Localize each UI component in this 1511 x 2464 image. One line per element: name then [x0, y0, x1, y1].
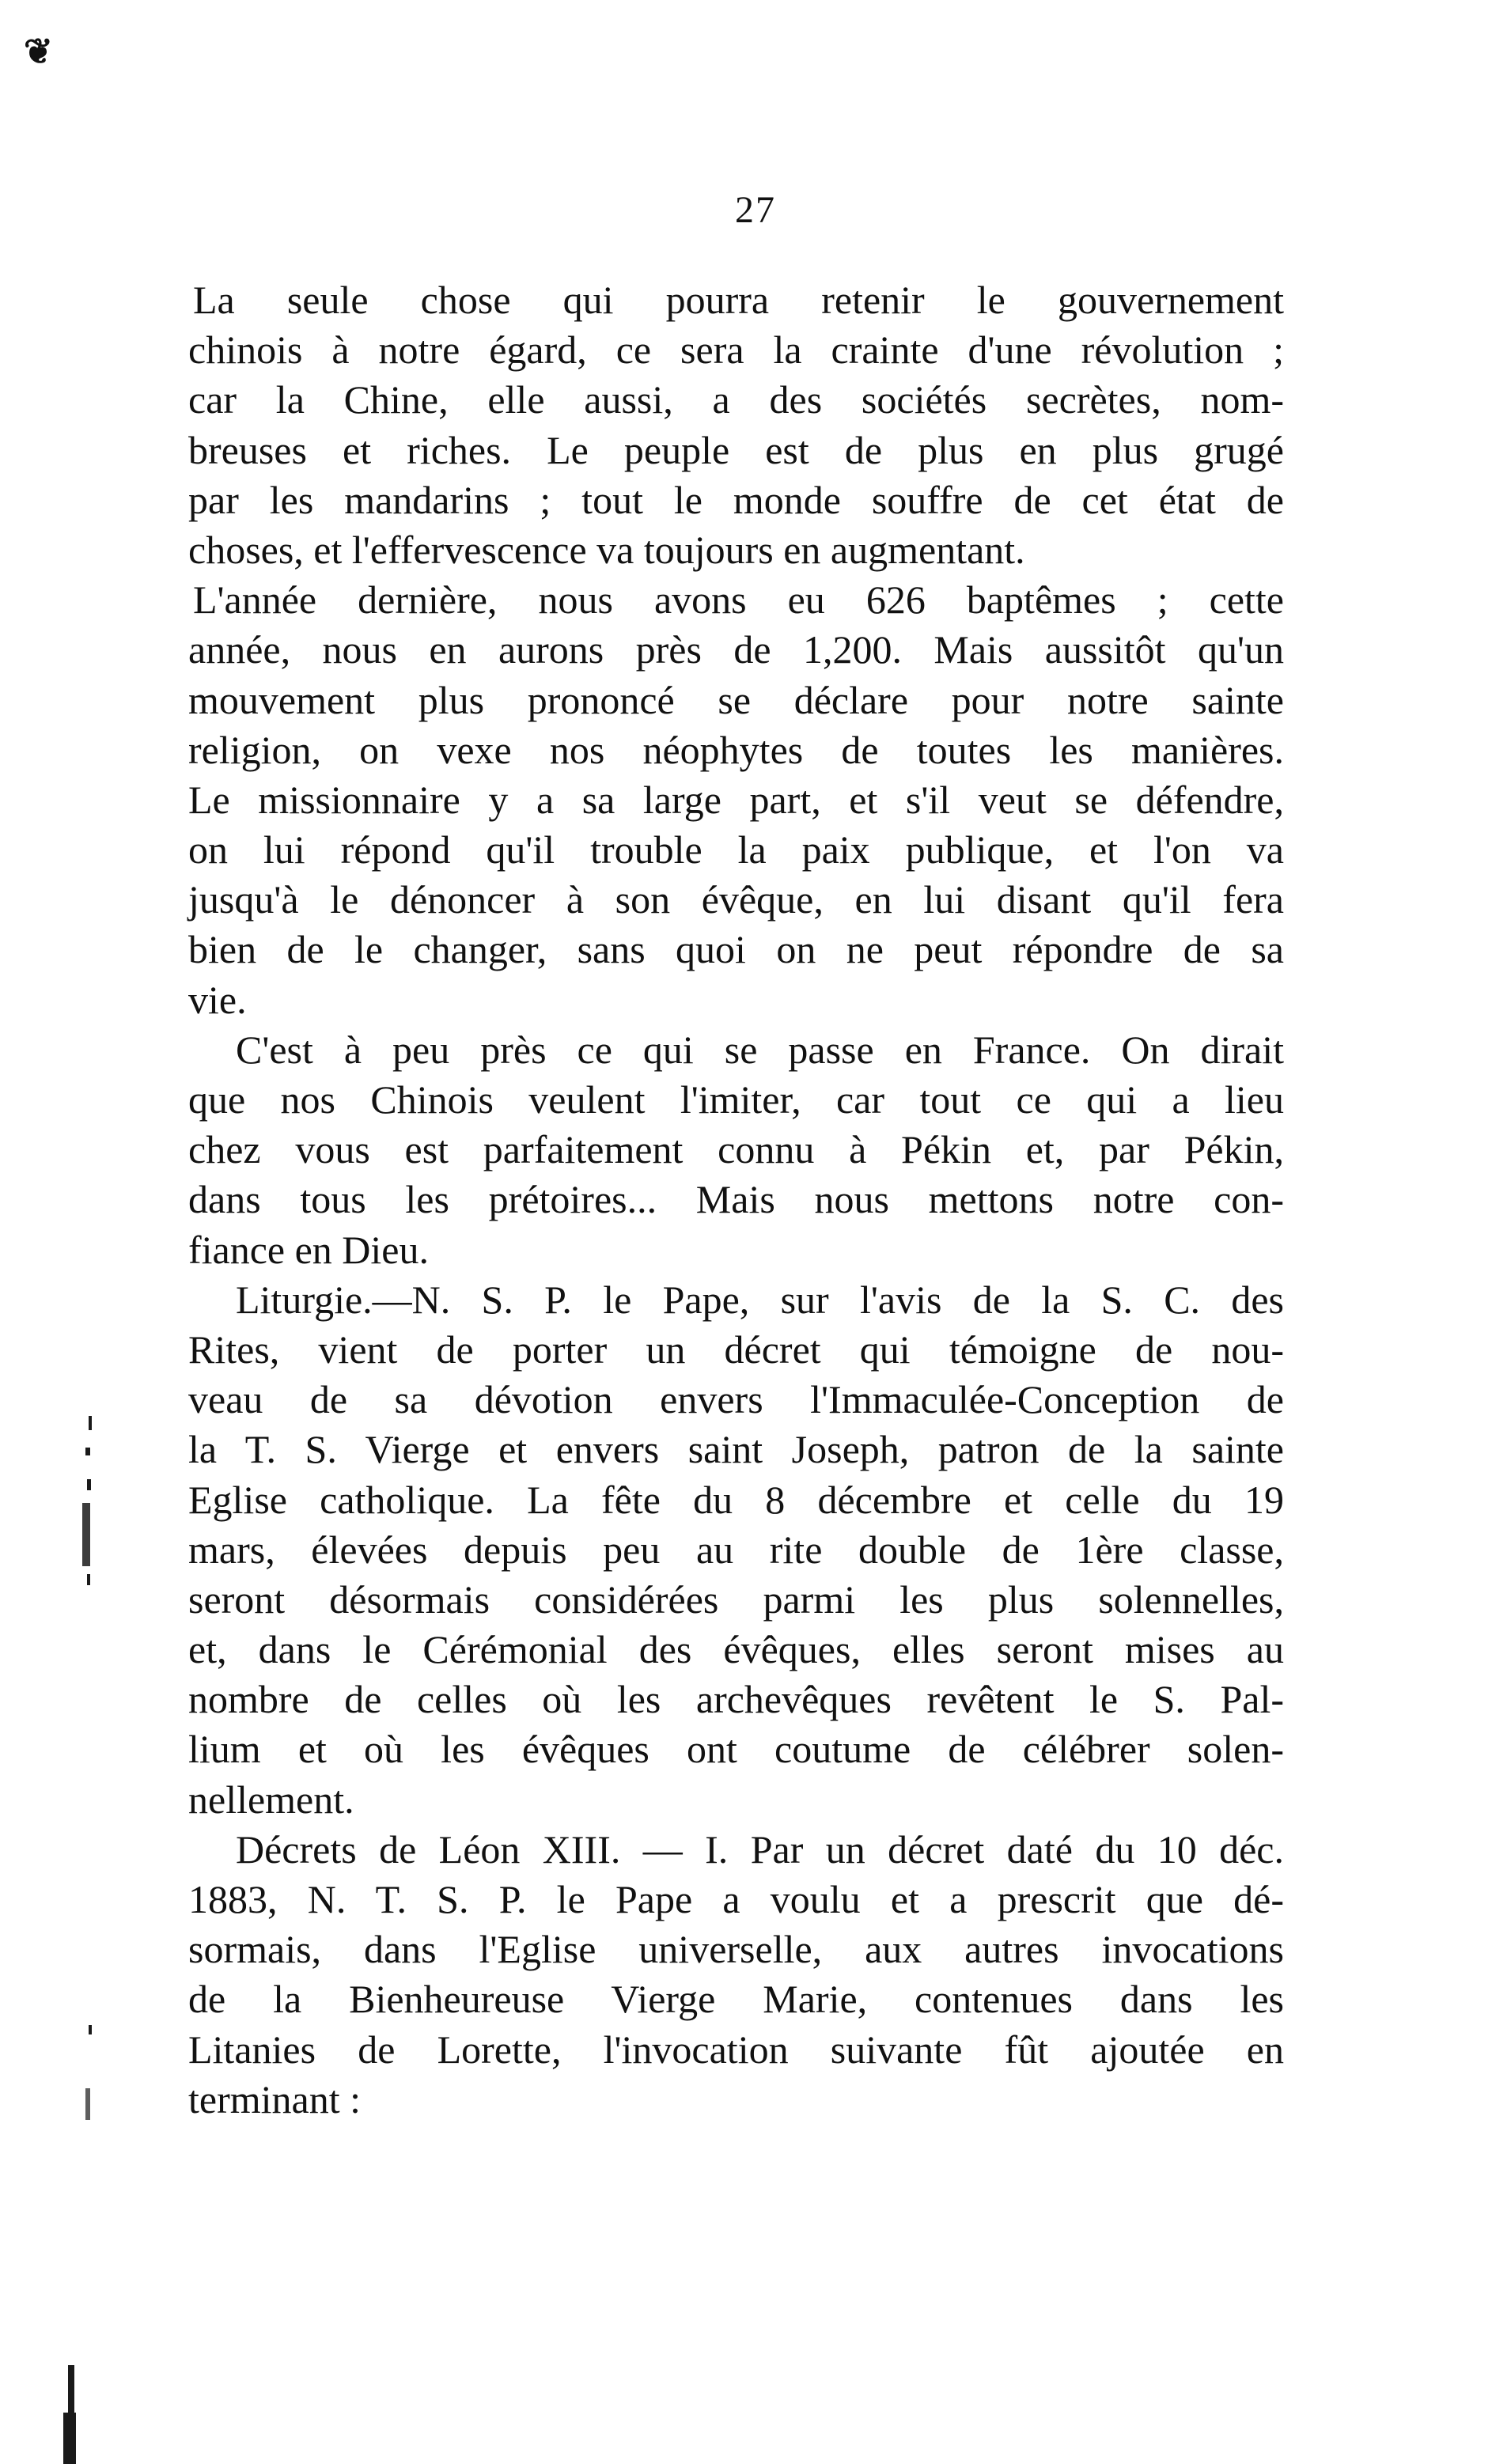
text-line: par les mandarins ; tout le monde souffre de cet état de [188, 477, 1284, 522]
text-line: lium et où les évêques ont coutume de célébrer solen- [188, 1727, 1284, 1772]
text-line: Liturgie.—N. S. P. le Pape, sur l'avis de la S. C. des [236, 1277, 1284, 1322]
text-line: et, dans le Cérémonial des évêques, elles seront mises au [188, 1627, 1284, 1672]
text-line: jusqu'à le dénoncer à son évêque, en lui disant qu'il fera [188, 877, 1284, 922]
page-number: 27 [735, 189, 776, 231]
text-line: que nos Chinois veulent l'imiter, car tout ce qui a lieu [188, 1077, 1284, 1122]
scan-margin-mark [85, 2088, 90, 2120]
text-line: nombre de celles où les archevêques revêtent le S. Pal- [188, 1677, 1284, 1722]
text-line: Rites, vient de porter un décret qui témoigne de nou- [188, 1327, 1284, 1372]
text-line: bien de le changer, sans quoi on ne peut répondre de sa [188, 927, 1284, 972]
text-line: choses, et l'effervescence va toujours en augmentant. [188, 527, 1025, 572]
scan-margin-mark [85, 1448, 90, 1455]
text-line: vie. [188, 977, 247, 1022]
text-line: Litanies de Lorette, l'invocation suivante fût ajoutée en [188, 2027, 1284, 2072]
scan-margin-mark [63, 2413, 76, 2464]
text-line: C'est à peu près ce qui se passe en France. On dirait [236, 1027, 1284, 1072]
text-line: Décrets de Léon XIII. — I. Par un décret daté du 10 déc. [236, 1826, 1284, 1872]
scan-corner-mark: ❦ [24, 32, 53, 71]
text-line: mars, élevées depuis peu au rite double de 1ère classe, [188, 1527, 1284, 1572]
text-line: Le missionnaire y a sa large part, et s'il veut se défendre, [188, 777, 1284, 822]
body-text [188, 275, 1284, 2125]
text-line: fiance en Dieu. [188, 1227, 430, 1272]
scan-margin-mark [87, 1574, 90, 1585]
scan-margin-mark [89, 1416, 92, 1430]
text-line: religion, on vexe nos néophytes de toutes les manières. [188, 727, 1284, 772]
text-line: sormais, dans l'Eglise universelle, aux autres invocations [188, 1927, 1284, 1972]
text-line: car la Chine, elle aussi, a des sociétés secrètes, nom- [188, 377, 1284, 422]
text-line: année, nous en aurons près de 1,200. Mais aussitôt qu'un [188, 627, 1284, 672]
text-line: de la Bienheureuse Vierge Marie, contenues dans les [188, 1977, 1284, 2022]
text-line: chez vous est parfaitement connu à Pékin et, par Pékin, [188, 1127, 1284, 1172]
text-line: Eglise catholique. La fête du 8 décembre et celle du 19 [188, 1477, 1284, 1522]
text-line: on lui répond qu'il trouble la paix publique, et l'on va [188, 827, 1284, 872]
text-line: 1883, N. T. S. P. le Pape a voulu et a prescrit que dé- [188, 1877, 1284, 1921]
text-line: seront désormais considérées parmi les plus solennelles, [188, 1576, 1284, 1622]
scan-margin-mark [68, 2365, 74, 2413]
scan-margin-mark [87, 1479, 91, 1490]
text-line: mouvement plus prononcé se déclare pour notre sainte [188, 677, 1284, 722]
text-line: terminant : [188, 2076, 361, 2121]
text-line: breuses et riches. Le peuple est de plus en plus grugé [188, 427, 1284, 472]
text-line: nellement. [188, 1777, 354, 1822]
text-line: La seule chose qui pourra retenir le gouvernement [193, 278, 1284, 322]
text-line: dans tous les prétoires... Mais nous mettons notre con- [188, 1177, 1284, 1222]
scan-margin-mark [82, 1503, 90, 1566]
text-line: la T. S. Vierge et envers saint Joseph, patron de la sainte [188, 1427, 1284, 1472]
scan-margin-mark [89, 2025, 92, 2034]
text-line: chinois à notre égard, ce sera la crainte d'une révolution ; [188, 327, 1284, 373]
text-line: L'année dernière, nous avons eu 626 baptêmes ; cette [193, 577, 1284, 623]
text-line: veau de sa dévotion envers l'Immaculée-Conception de [188, 1377, 1284, 1422]
